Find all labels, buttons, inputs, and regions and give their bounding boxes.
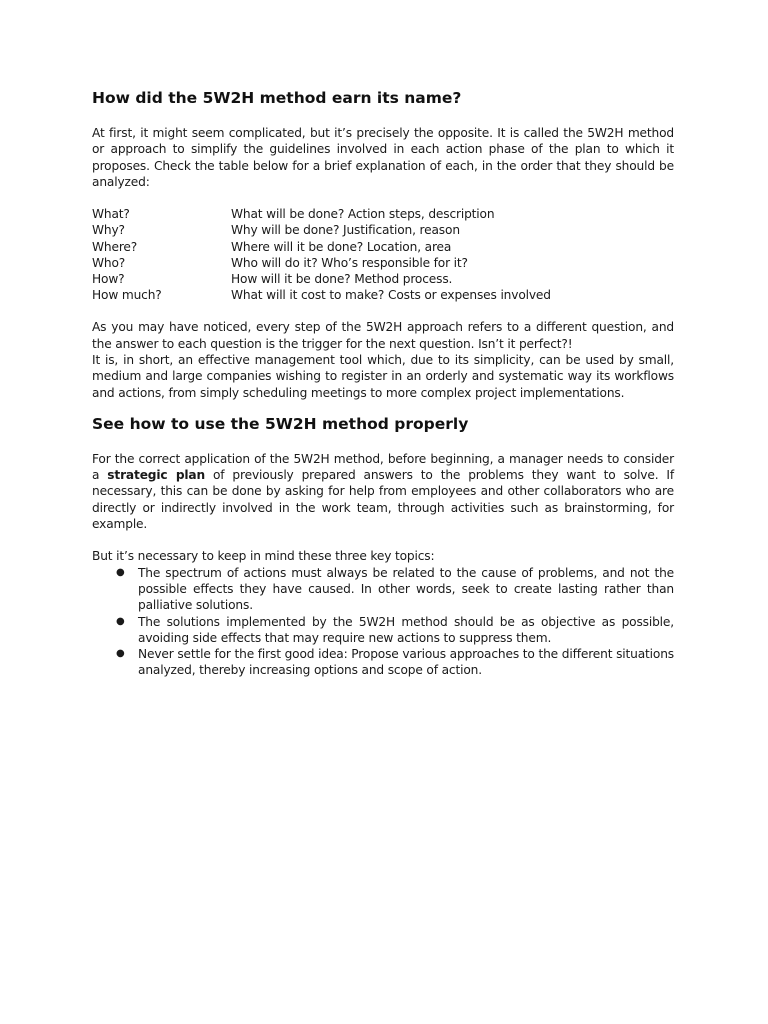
table-question: What? (92, 207, 130, 222)
table-row (92, 222, 674, 238)
list-item (92, 565, 674, 614)
bullet-icon: ● (116, 648, 125, 660)
list-item (92, 646, 674, 679)
table-question: Why? (92, 223, 125, 238)
table-question: Who? (92, 255, 126, 270)
strategic-plan-bold: strategic plan (107, 468, 206, 483)
application-text-end: of previously prepared answers to the problems they want to solve. If necessary, this can be done by asking for help from employees and other collaborators who are directly or indirectly involved in the work team, through activities such as brainstorming, for example. (92, 468, 674, 532)
bullet-icon: ● (116, 566, 125, 578)
application-text-start: For the correct application of the 5W2H method, before beginning, a manager needs to consider a (92, 451, 674, 483)
document-page (92, 88, 674, 679)
5w2h-table (92, 206, 674, 303)
intro-paragraph: At first, it might seem complicated, but it’s precisely the opposite. It is called the 5W2H method or approach to simplify the guidelines involved in each action phase of the plan to which it proposes. Check the table below for a brief explanation of each, in the order that they should be analyzed: (92, 126, 674, 189)
table-question: Where? (92, 239, 138, 254)
management-tool-paragraph: It is, in short, an effective management tool which, due to its simplicity, can be used by small, medium and large companies wishing to register in an orderly and systematic way its workflows and actions, from simply scheduling meetings to more complex project implementations. (92, 353, 674, 400)
application-paragraph (92, 451, 674, 532)
table-answer: Where will it be done? Location, area (231, 239, 452, 254)
bullet-icon: ● (116, 615, 125, 627)
table-row (92, 239, 674, 255)
section-heading-name-origin: How did the 5W2H method earn its name? (92, 89, 462, 107)
section-heading-how-to-use: See how to use the 5W2H method properly (92, 414, 469, 433)
list-item-text: The solutions implemented by the 5W2H method should be as objective as possible, avoiding side effects that may require new actions to suppress them. (138, 614, 674, 645)
questions-paragraph: As you may have noticed, every step of the 5W2H approach refers to a different question, and the answer to each question is the trigger for the next question. Isn’t it perfect?! (92, 320, 674, 351)
table-question: How? (92, 272, 125, 286)
key-topics-list (92, 565, 674, 679)
table-answer: What will it cost to make? Costs or expenses involved (231, 288, 551, 303)
table-answer: What will be done? Action steps, description (231, 207, 495, 222)
table-row (92, 255, 674, 271)
table-answer: Why will be done? Justification, reason (231, 223, 460, 238)
list-item-text: Never settle for the first good idea: Propose various approaches to the different situations analyzed, thereby increasing options and scope of action. (138, 647, 674, 678)
table-row (92, 271, 674, 287)
table-question: How much? (92, 288, 162, 303)
key-topics-intro: But it’s necessary to keep in mind these three key topics: (92, 549, 435, 564)
list-item (92, 614, 674, 647)
table-answer: Who will do it? Who’s responsible for it? (231, 255, 468, 270)
table-row (92, 206, 674, 222)
table-row (92, 287, 674, 303)
list-item-text: The spectrum of actions must always be related to the cause of problems, and not the possible effects they have caused. In other words, seek to create lasting rather than palliative solutions. (138, 565, 674, 613)
table-answer: How will it be done? Method process. (231, 272, 453, 286)
